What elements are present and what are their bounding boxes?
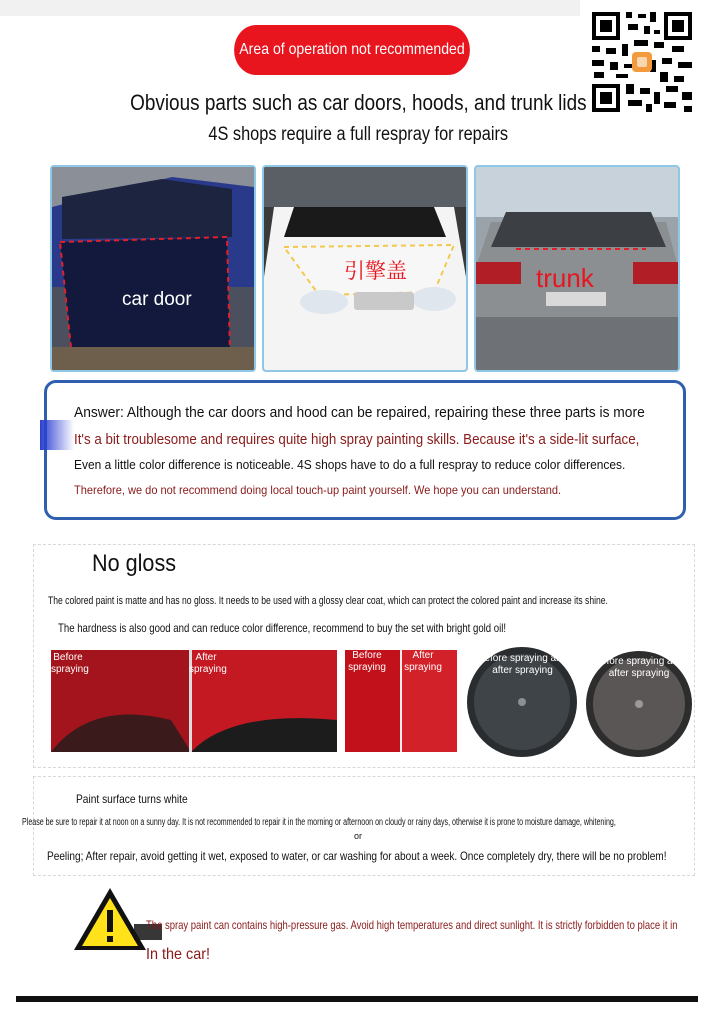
compare-label: Before spraying and after spraying [477, 653, 568, 676]
answer-line-2: It's a bit troublesome and requires quite high spray painting skills. Because it's a side-lit surface, [74, 431, 640, 448]
before-after-tile [51, 650, 337, 752]
car-door-photo [50, 165, 256, 372]
top-band [0, 0, 580, 16]
before-after-tile [345, 650, 457, 752]
compare-label: Before spraying and after spraying [594, 656, 684, 679]
warning-line-1: The spray paint can contains high-pressure gas. Avoid high temperatures and direct sunlight. It is strictly forbidden to place it in [146, 918, 678, 932]
photo-caption: trunk [536, 263, 594, 293]
before-label: Before spraying [348, 650, 386, 673]
photo-caption: car door [122, 289, 192, 310]
car-door-image [52, 167, 254, 370]
answer-line-3: Even a little color difference is noticeable. 4S shops have to do a full respray to reduce color differences. [74, 457, 626, 472]
answer-box [44, 380, 686, 520]
white-or: or [353, 831, 362, 841]
after-label: After spraying [189, 652, 227, 675]
white-title: Paint surface turns white [76, 792, 188, 806]
answer-line-1: Answer: Although the car doors and hood can be repaired, repairing these three parts is more [74, 404, 645, 421]
brush-decoration [40, 420, 74, 450]
answer-line-4: Therefore, we do not recommend doing local touch-up paint yourself. We hope you can understand. [74, 483, 562, 497]
gloss-line-1: The colored paint is matte and has no gloss. It needs to be used with a glossy clear coat, which can protect the colored paint and increase its shine. [48, 595, 608, 607]
white-line-1: Please be sure to repair it at noon on a sunny day. It is not recommended to repair it in the morning or afternoon on cloudy or rainy days, otherwise it is prone to moisture damage, whitening, [22, 817, 616, 828]
white-line-2: Peeling; After repair, avoid getting it wet, exposed to water, or car washing for about a week. Once completely dry, there will be no problem! [47, 849, 667, 863]
photo-caption: 引擎盖 [344, 259, 407, 283]
page-subtitle: 4S shops require a full respray for repairs [208, 124, 508, 145]
before-after-tile [465, 645, 580, 757]
after-label: After spraying [404, 650, 442, 673]
no-gloss-title: No gloss [92, 550, 177, 577]
page-title: Obvious parts such as car doors, hoods, and trunk lids [129, 90, 587, 115]
before-after-tile [585, 648, 693, 758]
warning-line-2: In the car! [146, 946, 211, 963]
before-label: Before spraying [51, 652, 89, 675]
gloss-line-2: The hardness is also good and can reduce color difference, recommend to buy the set with bright gold oil! [58, 621, 507, 635]
bottom-divider [16, 996, 698, 1002]
trunk-photo [474, 165, 680, 372]
not-recommended-badge [234, 25, 470, 75]
badge-label: Area of operation not recommended [239, 41, 465, 58]
hood-photo [262, 165, 468, 372]
